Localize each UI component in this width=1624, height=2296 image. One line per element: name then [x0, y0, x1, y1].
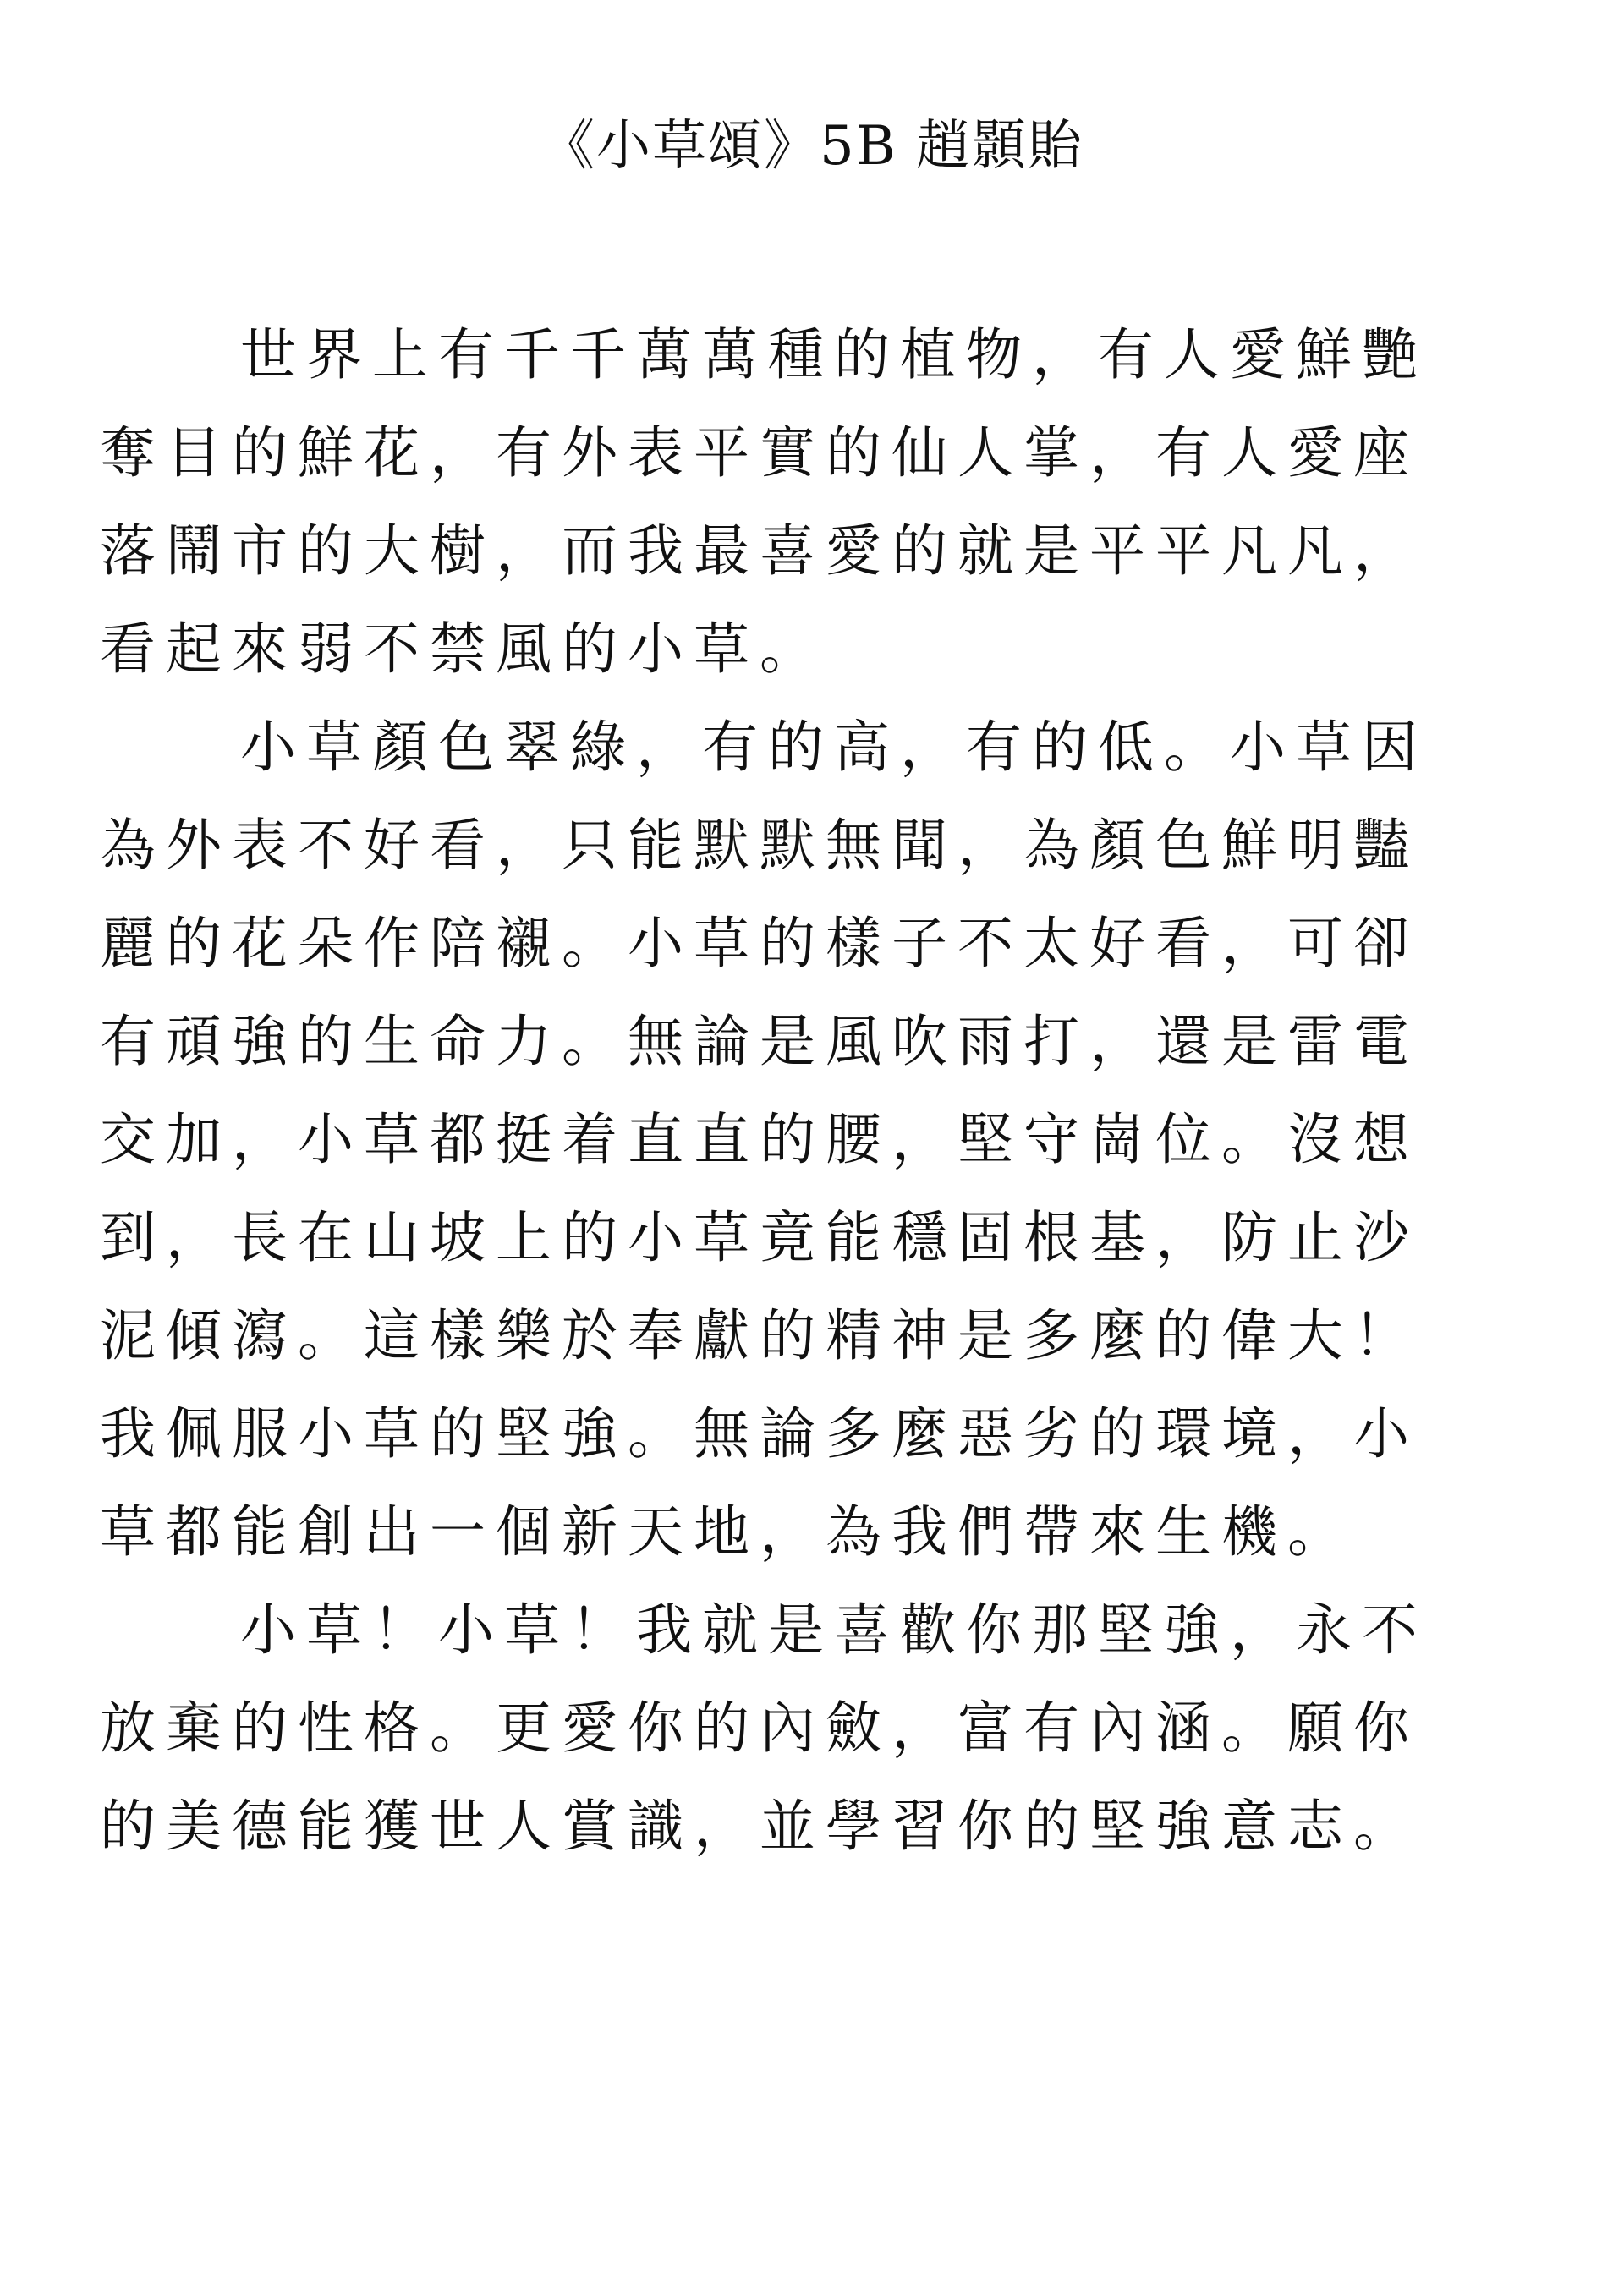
essay-body [100, 306, 1538, 1876]
essay-line: 泥傾瀉。這樣樂於奉獻的精神是多麼的偉大！ [100, 1303, 1419, 1368]
essay-line: 小草！小草！我就是喜歡你那堅強，永不 [240, 1597, 1428, 1663]
essay-line: 看起來弱不禁風的小草。 [100, 616, 826, 682]
document-title: 《小草頌》5B 趙顥貽 [540, 115, 1084, 178]
essay-line: 麗的花朵作陪襯。小草的樣子不太好看，可卻 [100, 911, 1419, 976]
essay-line: 的美德能獲世人賞識，並學習你的堅強意志。 [100, 1794, 1419, 1859]
essay-line: 交加，小草都挺着直直的腰，堅守崗位。沒想 [100, 1107, 1419, 1172]
essay-line: 到，長在山坡上的小草竟能穩固根基，防止沙 [100, 1205, 1419, 1270]
essay-line: 世界上有千千萬萬種的植物，有人愛鮮艷 [240, 322, 1428, 387]
essay-line: 奪目的鮮花，有外表平實的仙人掌，有人愛座 [100, 420, 1419, 485]
essay-line: 草都能創出一個新天地，為我們帶來生機。 [100, 1499, 1353, 1564]
essay-line: 為外表不好看，只能默默無聞，為顏色鮮明豔 [100, 813, 1419, 878]
essay-line: 小草顏色翠綠，有的高，有的低。小草因 [240, 715, 1428, 780]
essay-line: 我佩服小草的堅強。無論多麼惡劣的環境，小 [100, 1401, 1419, 1466]
essay-line: 放棄的性格。更愛你的內斂，富有內涵。願你 [100, 1696, 1419, 1761]
essay-line: 落鬧市的大樹，而我最喜愛的就是平平凡凡， [100, 518, 1419, 584]
essay-line: 有頑強的生命力。無論是風吹雨打，還是雷電 [100, 1009, 1419, 1074]
